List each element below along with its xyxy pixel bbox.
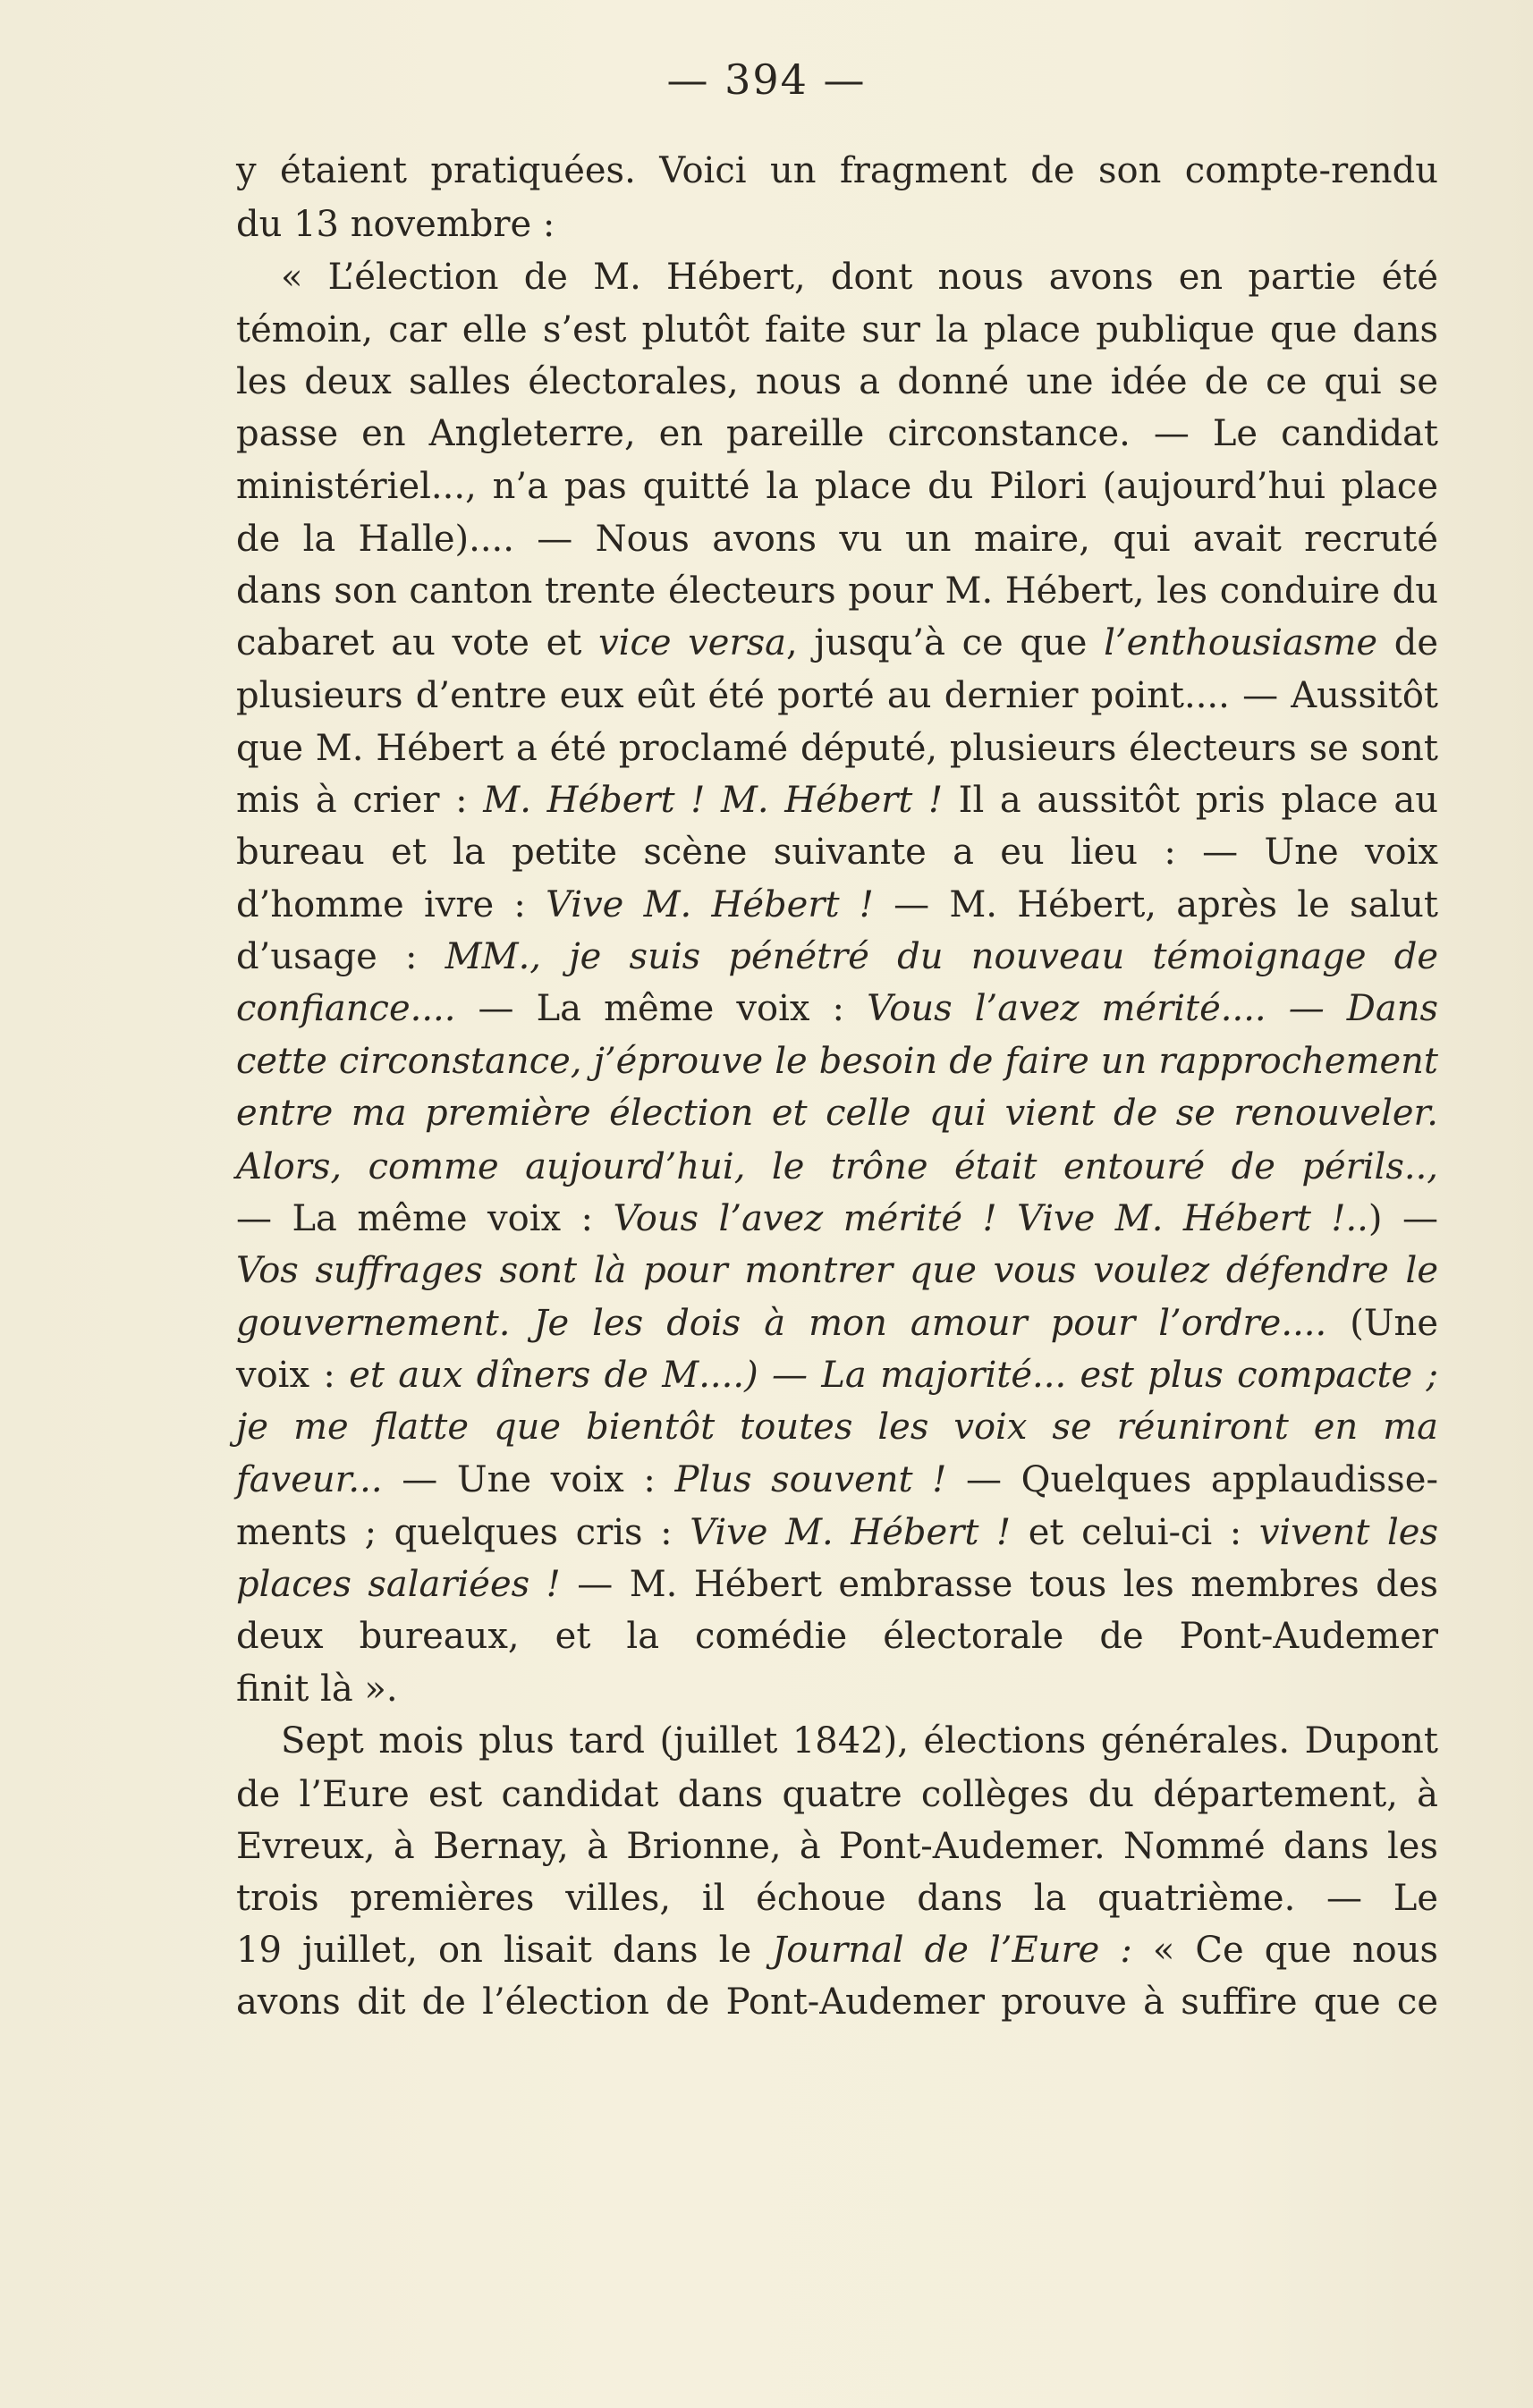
text-span: Sept mois plus tard (juillet 1842), élections générales. Dupont — [281, 1720, 1438, 1762]
text-span: « Ce que nous — [1131, 1930, 1439, 1971]
text-span: « L’élection de M. Hébert, dont nous avons en partie été — [281, 257, 1438, 298]
text-span: d’homme ivre : — [236, 884, 546, 925]
text-line — [236, 304, 1438, 356]
italic-text: l’enthousiasme — [1104, 622, 1378, 663]
italic-text: gouvernement. Je les dois à mon amour pour l’ordre.... — [236, 1303, 1327, 1344]
text-span: — La même voix : — [236, 1198, 614, 1239]
text-line — [236, 1297, 1438, 1349]
text-line — [236, 356, 1438, 408]
text-line — [236, 1141, 1438, 1193]
italic-text: Vive M. Hébert ! — [546, 884, 874, 925]
text-line — [236, 722, 1438, 774]
text-span: passe en Angleterre, en pareille circonstance. — Le candidat — [236, 413, 1438, 454]
text-span: ) — — [1368, 1198, 1438, 1239]
italic-text: M. Hébert ! M. Hébert ! — [483, 780, 944, 821]
text-span: de — [1377, 622, 1438, 663]
italic-text: Alors, comme aujourd’hui, le trône était entouré de périls.., — [236, 1146, 1438, 1187]
italic-text: je me flatte que bientôt toutes les voix se réuniront en ma — [236, 1407, 1438, 1448]
text-line — [236, 1193, 1438, 1245]
text-line — [236, 1769, 1438, 1821]
text-line — [236, 1349, 1438, 1401]
text-line — [236, 1087, 1438, 1139]
text-line — [236, 1507, 1438, 1559]
text-span: — Une voix : — [382, 1459, 675, 1500]
text-span: deux bureaux, et la comédie électorale de Pont-Audemer — [236, 1616, 1438, 1657]
text-line — [236, 1610, 1438, 1662]
text-span: Il a aussitôt pris place au — [943, 780, 1438, 821]
text-span: que M. Hébert a été proclamé député, plusieurs électeurs se sont — [236, 728, 1438, 769]
italic-text: et aux dîners de M....) — La majorité... est plus compacte ; — [349, 1355, 1439, 1396]
text-span: ments ; quelques cris : — [236, 1512, 690, 1553]
italic-text: Plus souvent ! — [674, 1459, 947, 1500]
text-span: les deux salles électorales, nous a donné une idée de ce qui se — [236, 361, 1438, 402]
italic-text: Journal de l’Eure : — [772, 1930, 1132, 1971]
text-span: — Quelques applaudisse- — [946, 1459, 1438, 1500]
page-number: — 394 — — [666, 55, 867, 104]
text-line — [236, 1663, 1438, 1715]
text-line — [236, 1245, 1438, 1297]
italic-text: vice versa — [598, 622, 786, 663]
text-line — [236, 513, 1438, 565]
text-line — [236, 617, 1438, 669]
text-span: d’usage : — [236, 936, 445, 977]
text-span: (Une — [1326, 1303, 1438, 1344]
text-line — [236, 460, 1438, 512]
italic-text: confiance.... — [236, 988, 456, 1029]
text-span: bureau et la petite scène suivante a eu lieu : — Une voix — [236, 832, 1438, 873]
text-span: témoin, car elle s’est plutôt faite sur la place publique que dans — [236, 309, 1438, 351]
text-line — [236, 1872, 1438, 1924]
text-span: — M. Hébert embrasse tous les membres des — [560, 1564, 1438, 1605]
text-span: dans son canton trente électeurs pour M. Hébert, les conduire du — [236, 570, 1438, 612]
text-span: de la Halle).... — Nous avons vu un maire, qui avait recruté — [236, 519, 1438, 560]
text-span: finit là ». — [236, 1669, 398, 1710]
text-span: trois premières villes, il échoue dans la quatrième. — Le — [236, 1878, 1438, 1919]
text-line — [281, 1715, 1438, 1767]
text-span: plusieurs d’entre eux eût été porté au dernier point.... — Aussitôt — [236, 675, 1438, 716]
text-span: mis à crier : — [236, 780, 484, 821]
italic-text: MM., je suis pénétré du nouveau témoignage de — [445, 936, 1439, 977]
text-span: , jusqu’à ce que — [785, 622, 1105, 663]
italic-text: faveur... — [236, 1459, 383, 1500]
text-line — [236, 565, 1438, 617]
text-line — [236, 879, 1438, 931]
text-line — [236, 199, 1438, 250]
text-span: et celui-ci : — [1011, 1512, 1259, 1553]
text-line — [236, 1821, 1438, 1872]
text-span: cabaret au vote et — [236, 622, 599, 663]
text-line — [236, 145, 1438, 197]
text-span: ministériel..., n’a pas quitté la place du Pilori (aujourd’hui place — [236, 466, 1438, 507]
text-span: voix : — [236, 1355, 350, 1396]
text-line — [236, 1924, 1438, 1976]
text-line — [236, 931, 1438, 983]
italic-text: Vos suffrages sont là pour montrer que vous voulez défendre le — [236, 1250, 1438, 1291]
italic-text: vivent les — [1258, 1512, 1439, 1553]
text-span: avons dit de l’élection de Pont-Audemer prouve à suffire que ce — [236, 1981, 1438, 2023]
text-line — [236, 1035, 1438, 1087]
text-line — [236, 826, 1438, 878]
text-line — [236, 1454, 1438, 1506]
italic-text: Vive M. Hébert ! — [690, 1512, 1012, 1553]
text-line — [236, 774, 1438, 826]
text-span: du 13 novembre : — [236, 204, 555, 245]
text-line — [236, 1559, 1438, 1610]
text-line — [236, 1401, 1438, 1453]
text-line — [236, 983, 1438, 1035]
italic-text: places salariées ! — [236, 1564, 561, 1605]
text-span: y étaient pratiquées. Voici un fragment de son compte-rendu — [236, 150, 1438, 191]
text-line — [281, 251, 1438, 303]
italic-text: cette circonstance, j’éprouve le besoin de faire un rapprochement — [236, 1041, 1438, 1082]
text-span: — La même voix : — [455, 988, 868, 1029]
text-line — [236, 670, 1438, 722]
italic-text: Vous l’avez mérité ! Vive M. Hébert !.. — [613, 1198, 1368, 1239]
text-span: Evreux, à Bernay, à Brionne, à Pont-Audemer. Nommé dans les — [236, 1826, 1438, 1867]
text-span: — M. Hébert, après le salut — [873, 884, 1438, 925]
text-span: de l’Eure est candidat dans quatre collèges du département, à — [236, 1774, 1438, 1815]
text-line — [236, 1976, 1438, 2028]
text-span: 19 juillet, on lisait dans le — [236, 1930, 773, 1971]
italic-text: Vous l’avez mérité.... — Dans — [867, 988, 1438, 1029]
text-line — [236, 408, 1438, 460]
italic-text: entre ma première élection et celle qui vient de se renouveler. — [236, 1093, 1438, 1134]
